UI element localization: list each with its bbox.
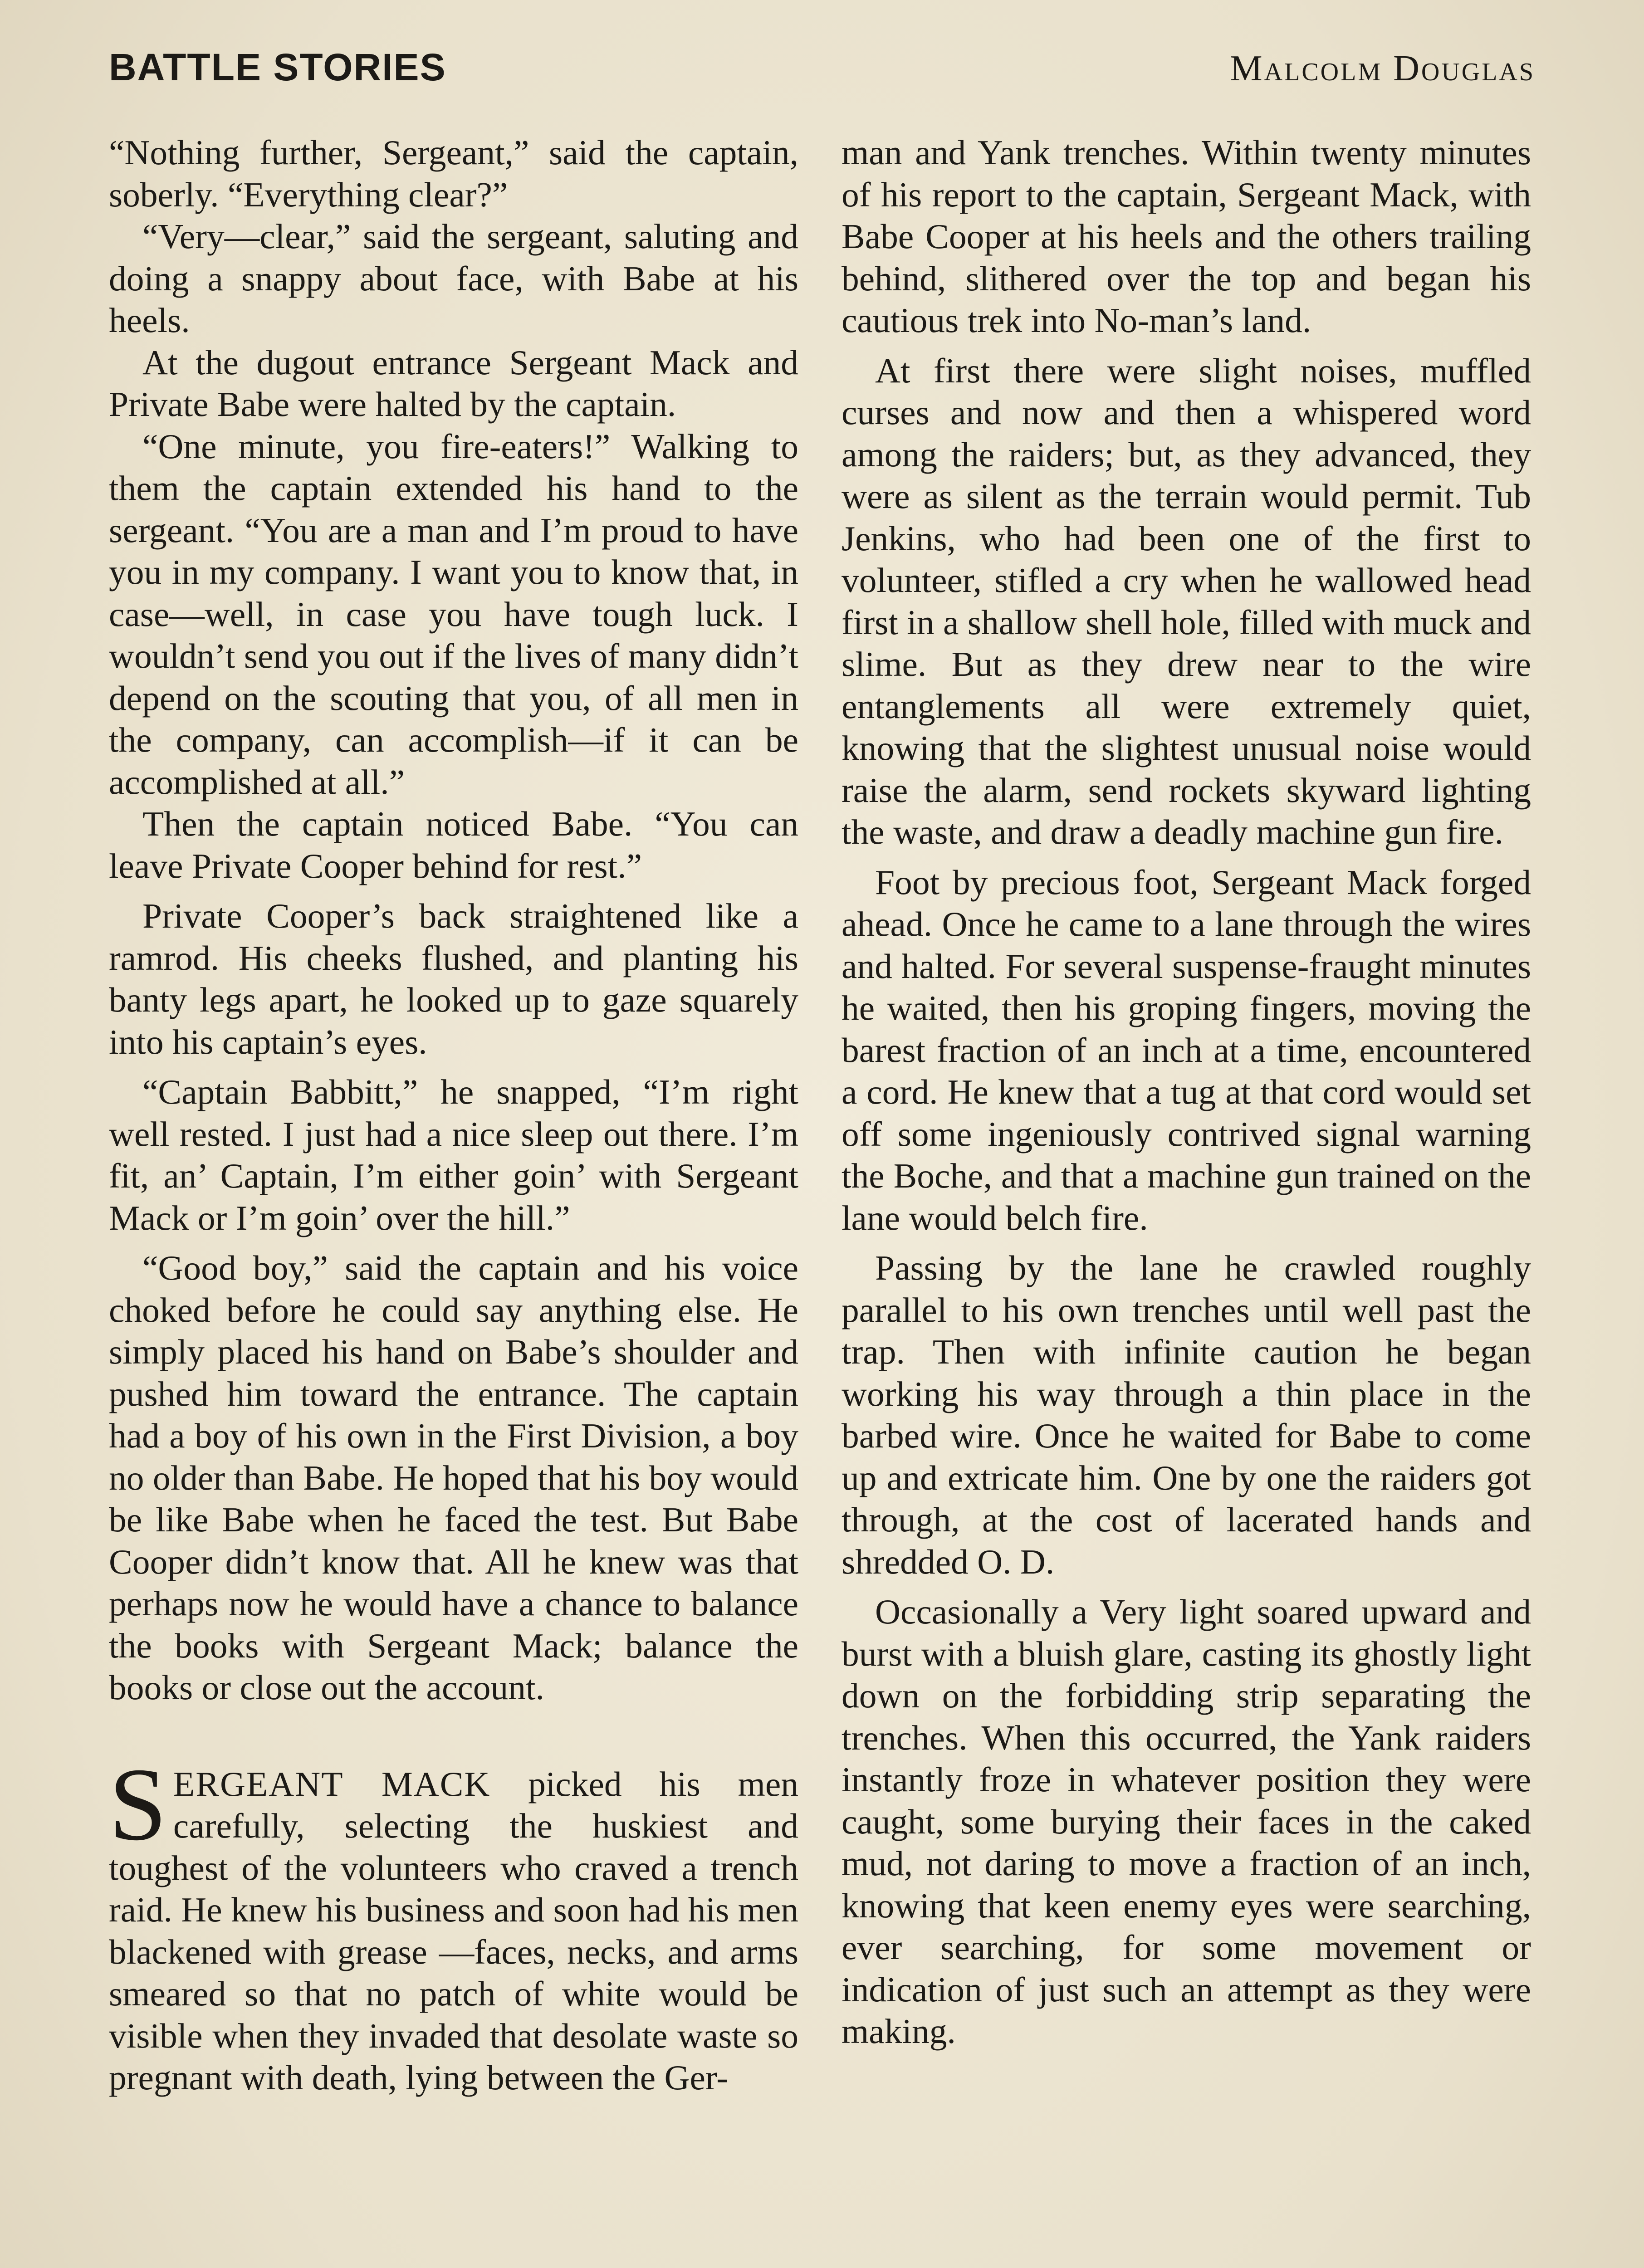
paragraph: Foot by precious foot, Sergeant Mack forged ahead. Once he came to a lane through the wires and halted. For several suspense-fraught minutes he waited, then his groping fingers, moving the barest fraction of an inch at a time, encountered a cord. He knew that a tug at that cord would set off some ingeniously contrived signal warning the Boche, and that a machine gun trained on the lane would belch fire. [842, 862, 1531, 1237]
paragraph: “Nothing further, Sergeant,” said the captain, soberly. “Everything clear?” [109, 133, 798, 214]
paragraph: man and Yank trenches. Within twenty minutes of his report to the captain, Sergeant Mack, with Babe Cooper at his heels and the others trailing behind, slithered over the top and began his cautious trek into No-man’s land. [842, 133, 1531, 340]
paragraph: At first there were slight noises, muffled curses and now and then a whispered word among the raiders; but, as they advanced, they were as silent as the terrain would permit. Tub Jenkins, who had been one of the first to volunteer, stifled a cry when he wallowed head first in a shallow shell hole, filled with muck and slime. But as they drew near to the wire entanglements all were extremely quiet, knowing that the slightest unusual noise would raise the alarm, send rockets skyward lighting the waste, and draw a deadly machine gun fire. [842, 351, 1531, 851]
paragraph: Occasionally a Very light soared upward and burst with a bluish glare, casting its ghostly light down on the forbidding strip separating the trenches. When this occurred, the Yank raiders instantly froze in whatever position they were caught, some burying their faces in the caked mud, not daring to move a fraction of an inch, knowing that keen enemy eyes were searching, ever searching, for some movement or indication of just such an attempt as they were making. [842, 1592, 1531, 2051]
paragraph: At the dugout entrance Sergeant Mack and Private Babe were halted by the captain. [109, 342, 798, 424]
paragraph-text: picked his men carefully, selecting the huskiest and toughest of the volunteers who craved a trench raid. He knew his business and soon had his men blackened with grease —faces, necks, and arms smeared so that no patch of white would be visible when they invaded that desolate waste so pregnant with death, lying between the Ger- [109, 1764, 798, 2097]
paragraph: “Good boy,” said the captain and his voice choked before he could say anything else. He simply placed his hand on Babe’s shoulder and pushed him toward the entrance. The captain had a boy of his own in the First Division, a boy no older than Babe. He hoped that his boy would be like Babe when he faced the test. But Babe Cooper didn’t know that. All he knew was that perhaps now he would have a chance to balance the books with Sergeant Mack; balance the books or close out the account. [109, 1248, 798, 1707]
paragraph: “Captain Babbitt,” he snapped, “I’m right well rested. I just had a nice sleep out there. I’m fit, an’ Captain, I’m either goin’ with Sergeant Mack or I’m goin’ over the hill.” [109, 1072, 798, 1237]
paragraph: “Very—clear,” said the sergeant, saluting and doing a snappy about face, with Babe at his heels. [109, 217, 798, 340]
magazine-title: BATTLE STORIES [109, 46, 446, 88]
running-header [109, 45, 1535, 104]
paragraph: Then the captain noticed Babe. “You can leave Private Cooper behind for rest.” [109, 804, 798, 885]
drop-cap: S [109, 1746, 167, 1862]
paragraph: Private Cooper’s back straightened like a ramrod. His cheeks flushed, and planting his banty legs apart, he looked up to gaze squarely into his captain’s eyes. [109, 896, 798, 1061]
section-opening-paragraph [109, 1746, 798, 2099]
author-name: Malcolm Douglas [1230, 49, 1535, 88]
right-column [842, 132, 1531, 2053]
small-caps-lead: ERGEANT MACK [173, 1764, 491, 1804]
paragraph: Passing by the lane he crawled roughly parallel to his own trenches until well past the trap. Then with infinite caution he began working his way through a thin place in the barbed wire. Once he waited for Babe to come up and extricate him. One by one the raiders got through, at the cost of lacerated hands and shredded O. D. [842, 1248, 1531, 1581]
left-column [109, 132, 798, 2099]
paragraph: “One minute, you fire-eaters!” Walking to them the captain extended his hand to the sergeant. “You are a man and I’m proud to have you in my company. I want you to know that, in case—well, in case you have tough luck. I wouldn’t send you out if the lives of many didn’t depend on the scouting that you, of all men in the company, can accomplish—if it can be accomplished at all.” [109, 426, 798, 802]
